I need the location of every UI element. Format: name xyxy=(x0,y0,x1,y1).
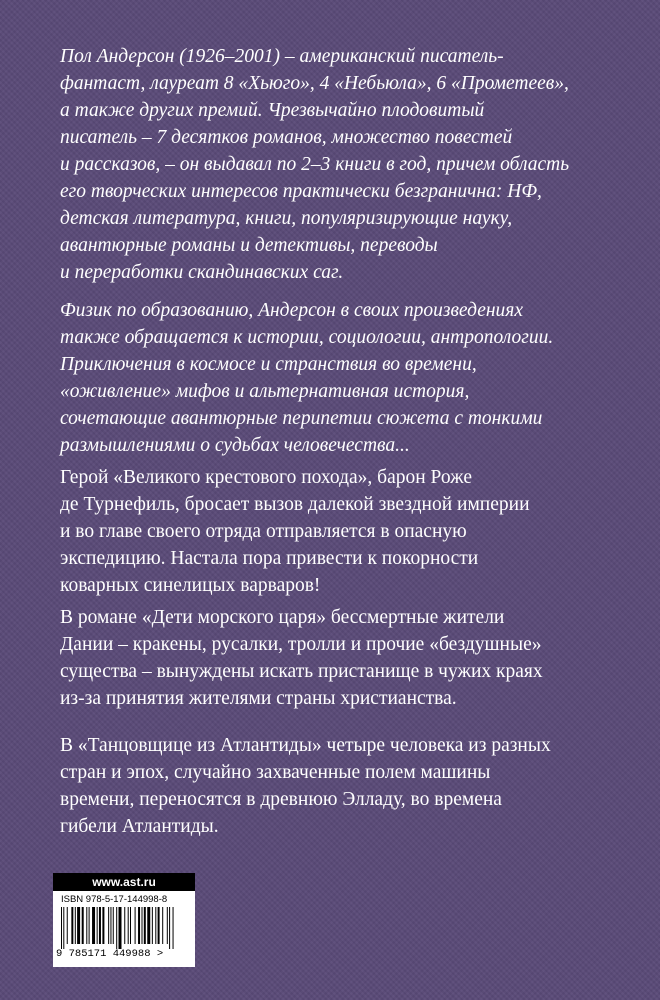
barcode-bar xyxy=(130,907,131,944)
text-line: авантюрные романы и детективы, переводы xyxy=(60,235,438,256)
barcode-bar xyxy=(162,907,163,944)
text-line: а также других премий. Чрезвычайно плодовитый xyxy=(60,100,485,121)
barcode-bar xyxy=(135,907,136,944)
text-line: В романе «Дети морского царя» бессмертные жители xyxy=(60,607,505,628)
text-line: экспедицию. Настала пора привести к покорности xyxy=(60,548,479,569)
barcode-bar xyxy=(77,907,80,944)
text-line: размышлениями о судьбах человечества... xyxy=(60,435,410,456)
text-line: его творческих интересов практически безгранична: НФ, xyxy=(60,181,542,202)
barcode-bar xyxy=(144,907,146,944)
text-line: и рассказов, – он выдавал по 2–3 книги в год, причем область xyxy=(60,154,570,175)
text-line: также обращается к истории, социологии, антропологии. xyxy=(60,327,554,348)
barcode-bar xyxy=(152,907,153,944)
barcode-bar xyxy=(142,907,143,944)
text-line: Дании – кракены, русалки, тролли и прочие «бездушные» xyxy=(60,634,542,655)
text-line: из-за принятия жителями страны христианства. xyxy=(60,688,457,709)
barcode-bar xyxy=(97,907,98,944)
text-line: Физик по образованию, Андерсон в своих произведениях xyxy=(60,300,524,321)
barcode-bar xyxy=(173,907,174,949)
barcode-bar xyxy=(89,907,90,944)
barcode-bar xyxy=(102,907,104,944)
text-line: стран и эпох, случайно захваченные полем машины xyxy=(60,762,491,783)
barcode-bar xyxy=(169,907,170,949)
barcode-bar xyxy=(113,907,114,944)
text-line: времени, переносятся в древнюю Элладу, во времена xyxy=(60,789,502,810)
atlantis-summary-paragraph xyxy=(60,732,620,840)
barcode-bar xyxy=(82,907,84,944)
text-line: коварных синелицых варваров! xyxy=(60,575,321,596)
barcode-bar xyxy=(86,907,87,944)
text-line: и переработки скандинавских саг. xyxy=(60,262,344,283)
text-line: Пол Андерсон (1926–2001) – американский писатель- xyxy=(60,46,504,67)
barcode-bar xyxy=(110,907,111,944)
author-themes-paragraph xyxy=(60,297,620,459)
barcode-bar xyxy=(108,907,109,944)
text-line: и во главе своего отряда отправляется в опасную xyxy=(60,521,467,542)
barcode-icon xyxy=(57,907,191,949)
crusade-summary-paragraph xyxy=(60,464,620,599)
barcode-bar xyxy=(158,907,160,944)
website-url: www.ast.ru xyxy=(53,873,195,891)
text-line: де Турнефиль, бросает вызов далекой звездной империи xyxy=(60,494,530,515)
ean-digits: 9 785171 449988 > xyxy=(56,948,164,960)
author-bio-paragraph xyxy=(60,43,620,286)
barcode-bar xyxy=(71,907,73,944)
barcode-bar xyxy=(155,907,156,944)
isbn-number: ISBN 978-5-17-144998-8 xyxy=(61,894,168,905)
text-line: «оживление» мифов и альтернативная история, xyxy=(60,381,470,402)
text-line: писатель – 7 десятков романов, множество повестей xyxy=(60,127,513,148)
barcode-bar xyxy=(63,907,64,949)
barcode-bar xyxy=(75,907,76,944)
barcode-bar xyxy=(119,907,122,949)
barcode-bar xyxy=(67,907,68,944)
barcode-bar xyxy=(138,907,140,944)
barcode-label xyxy=(53,873,195,967)
barcode-bar xyxy=(116,907,117,949)
text-line: гибели Атлантиды. xyxy=(60,816,219,837)
text-line: Герой «Великого крестового похода», барон Роже xyxy=(60,467,473,488)
barcode-bar xyxy=(167,907,168,944)
barcode-bar xyxy=(99,907,101,944)
barcode-bar xyxy=(147,907,150,944)
text-line: Приключения в космосе и странствия во времени, xyxy=(60,354,477,375)
sea-king-summary-paragraph xyxy=(60,604,620,712)
barcode-bar xyxy=(128,907,129,944)
text-line: фантаст, лауреат 8 «Хьюго», 4 «Небьюла», 6 «Прометеев», xyxy=(60,73,569,94)
text-line: существа – вынуждены искать пристанище в чужих краях xyxy=(60,661,543,682)
text-line: В «Танцовщице из Атлантиды» четыре человека из разных xyxy=(60,735,551,756)
barcode-bar xyxy=(61,907,62,949)
barcode-bar xyxy=(124,907,125,944)
barcode-bar xyxy=(92,907,95,944)
text-line: сочетающие авантюрные перипетии сюжета с тонкими xyxy=(60,408,543,429)
text-line: детская литература, книги, популяризирующие науку, xyxy=(60,208,513,229)
